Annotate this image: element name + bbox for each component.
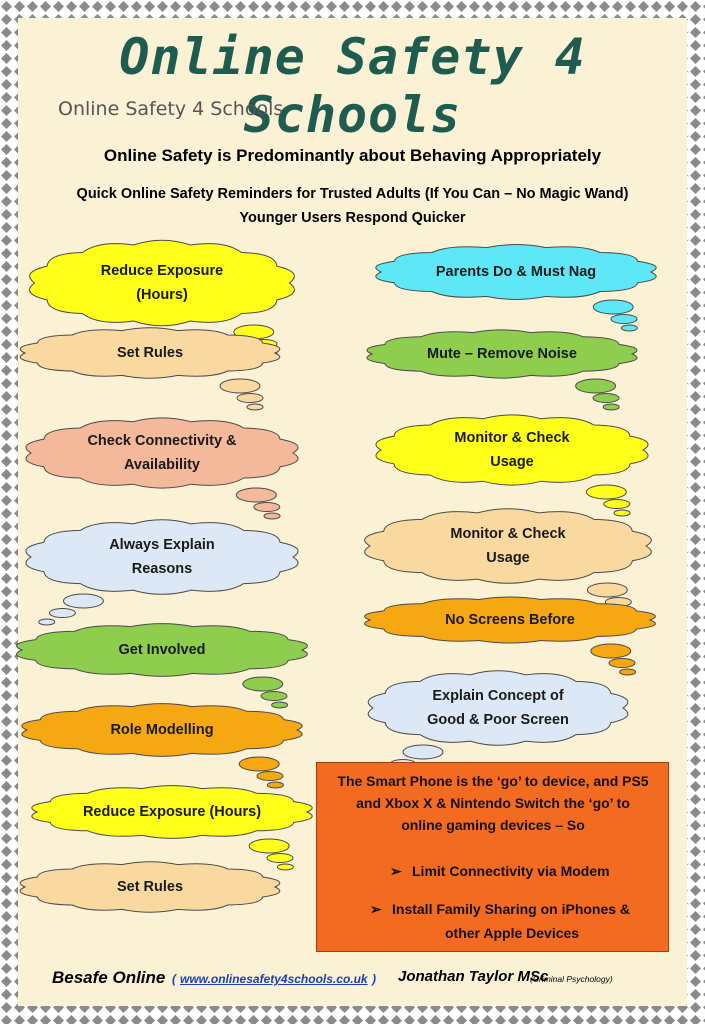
cloud-text-line-2: (Hours) — [136, 287, 188, 303]
callout-line-1: The Smart Phone is the ‘go’ to device, and PS5 — [337, 773, 649, 789]
cloud-text-line-1: Explain Concept of — [432, 688, 564, 704]
cloud-tail-bubble — [257, 772, 283, 781]
cloud-label-right-1 — [381, 247, 651, 297]
cloud-tail-bubble — [267, 854, 293, 863]
cloud-label-right-4 — [370, 512, 646, 580]
cloud-text-line-1: Always Explain — [109, 537, 215, 553]
cloud-tail-bubble — [621, 325, 637, 331]
footer-brand: Besafe Online — [52, 968, 166, 987]
cloud-tail-bubble — [49, 609, 75, 618]
bullet-limit-connectivity: Limit Connectivity via Modem — [412, 863, 610, 879]
cloud-tail-bubble — [587, 583, 627, 597]
cloud-tail-bubble — [254, 503, 280, 512]
cloud-label-right-2 — [372, 332, 632, 376]
footer-paren-close: ) — [372, 972, 376, 986]
footer-website-link[interactable]: www.onlinesafety4schools.co.uk — [180, 972, 368, 986]
cloud-tail-bubble — [576, 379, 616, 393]
cloud-text-line-2: Reasons — [131, 561, 193, 577]
cloud-label-left-5 — [22, 626, 302, 674]
cloud-label-left-4 — [31, 523, 293, 591]
cloud-tail-bubble — [586, 485, 626, 499]
cloud-label-left-8 — [25, 864, 275, 910]
cloud-tail-bubble — [247, 404, 263, 410]
bullet-family-sharing: Install Family Sharing on iPhones & — [392, 901, 631, 917]
cloud-text-line-1: Monitor & Check — [454, 430, 570, 446]
footer-paren-open: ( — [172, 972, 176, 986]
cloud-tail-bubble — [591, 644, 631, 658]
cloud-label-right-3 — [381, 418, 643, 482]
cloud-label-left-6 — [27, 706, 297, 754]
cloud-tail-bubble — [261, 692, 287, 701]
cloud-tail-bubble — [403, 745, 443, 759]
cloud-tail-bubble — [236, 488, 276, 502]
bullet-family-sharing-cont: other Apple Devices — [445, 925, 580, 941]
cloud-text-line-1: Set Rules — [116, 345, 184, 361]
cloud-tail-bubble — [611, 315, 637, 324]
cloud-tail-bubble — [237, 394, 263, 403]
cloud-text-line-1: No Screens Before — [445, 612, 575, 628]
cloud-tail-bubble — [243, 677, 283, 691]
callout-line-3: online gaming devices – So — [401, 817, 585, 833]
reminders-heading: Quick Online Safety Reminders for Trusted Adults (If You Can – No Magic Wand) — [76, 186, 629, 202]
cloud-text-line-1: Get Involved — [118, 642, 206, 658]
cloud-text-line-1: Reduce Exposure (Hours) — [82, 804, 262, 820]
cloud-text-line-1: Role Modelling — [110, 722, 214, 738]
cloud-label-left-3 — [31, 421, 293, 485]
cloud-text-line-2: Good & Poor Screen — [427, 712, 569, 728]
cloud-tail-bubble — [277, 864, 293, 870]
cloud-label-left-1 — [35, 244, 290, 322]
cloud-text-line-2: Availability — [123, 457, 200, 473]
younger-users-heading: Younger Users Respond Quicker — [239, 210, 466, 226]
page-subtitle: Online Safety 4 Schools — [58, 98, 284, 120]
cloud-text-line-1: Parents Do & Must Nag — [435, 264, 597, 280]
bullet-arrow-icon: ➢ — [370, 901, 382, 917]
cloud-text-line-1: Mute – Remove Noise — [427, 346, 577, 362]
cloud-text-line-2: Usage — [490, 454, 534, 470]
cloud-label-right-6 — [373, 674, 623, 742]
cloud-text-line-1: Reduce Exposure — [100, 263, 224, 279]
cloud-tail-bubble — [220, 379, 260, 393]
cloud-tail-bubble — [609, 659, 635, 668]
cloud-tail-bubble — [63, 594, 103, 608]
cloud-tail-bubble — [249, 839, 289, 853]
cloud-text-line-1: Check Connectivity & — [87, 433, 237, 449]
cloud-tail-bubble — [593, 300, 633, 314]
cloud-label-left-2 — [25, 330, 275, 376]
cloud-label-right-5 — [370, 599, 650, 641]
cloud-text-line-1: Set Rules — [116, 879, 184, 895]
cloud-text-line-1: Monitor & Check — [450, 526, 566, 542]
cloud-tail-bubble — [239, 757, 279, 771]
footer-qualification: (Criminal Psychology) — [530, 974, 613, 984]
callout-text — [318, 770, 668, 836]
bullet-arrow-icon: ➢ — [390, 863, 402, 879]
cloud-label-left-7 — [37, 788, 307, 836]
cloud-tail-bubble — [593, 394, 619, 403]
footer-author: Jonathan Taylor MSc — [398, 968, 549, 985]
cloud-tail-bubble — [39, 619, 55, 625]
cloud-tail-bubble — [604, 500, 630, 509]
cloud-text-line-2: Usage — [486, 550, 530, 566]
callout-line-2: and Xbox X & Nintendo Switch the ‘go’ to — [356, 795, 630, 811]
cloud-tail-bubble — [603, 404, 619, 410]
main-heading: Online Safety is Predominantly about Behaving Appropriately — [103, 146, 602, 165]
cloud-tail-bubble — [264, 513, 280, 519]
page-title: Online Safety 4 Schools — [119, 28, 586, 144]
